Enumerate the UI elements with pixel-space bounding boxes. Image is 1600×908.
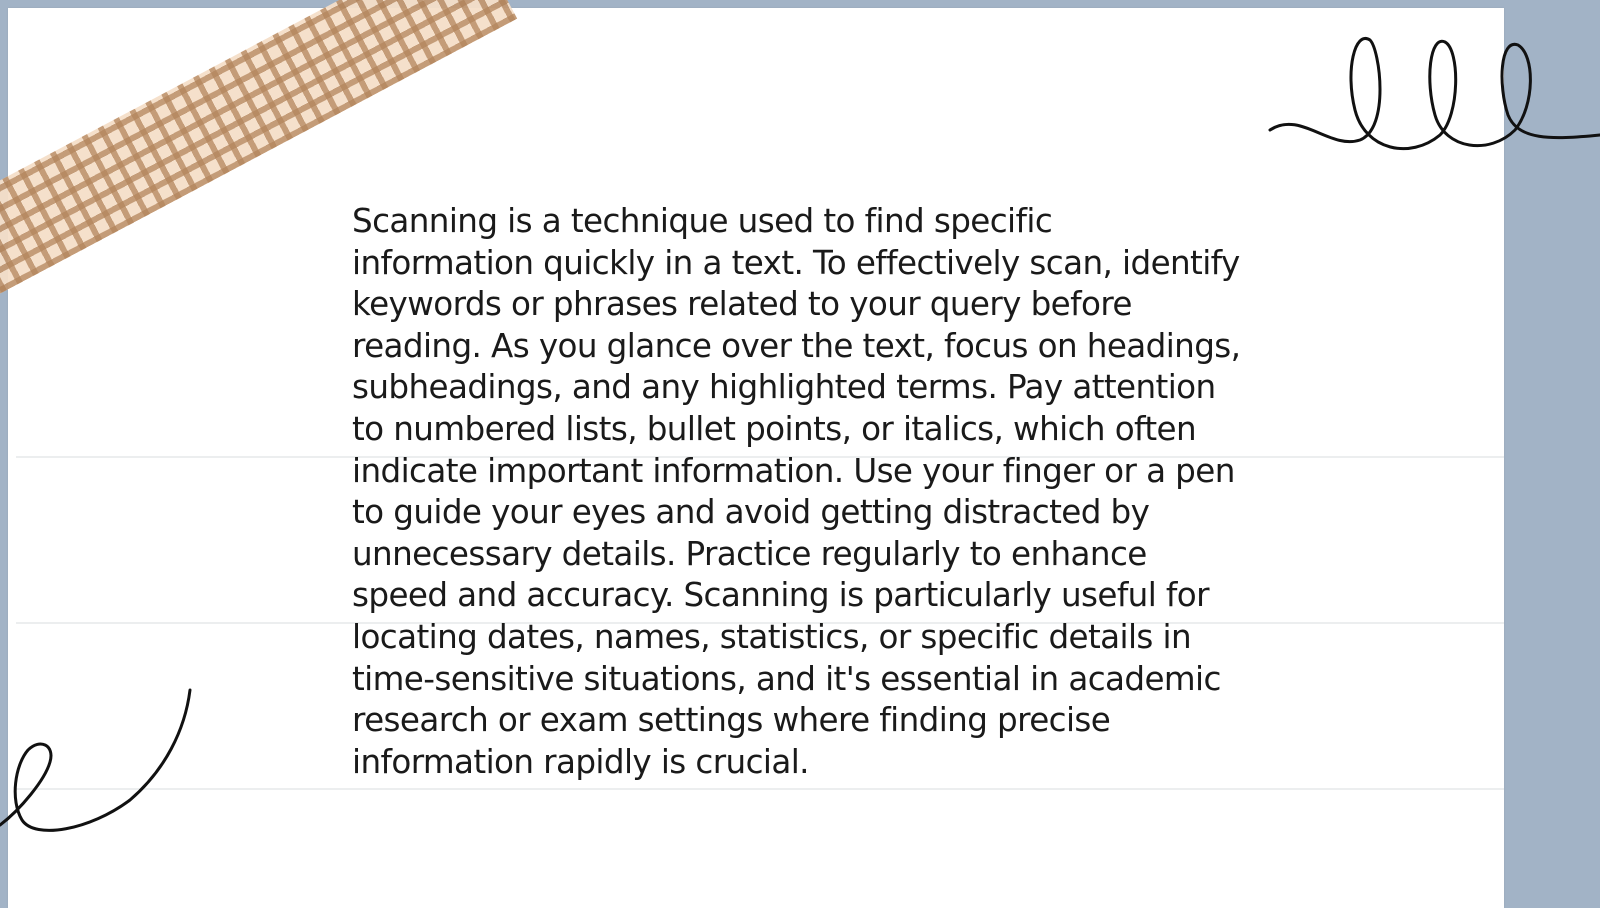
cursive-swoosh-icon: [0, 690, 200, 850]
ruled-line: [16, 788, 1504, 790]
cursive-loops-icon: [1260, 30, 1600, 170]
body-paragraph: Scanning is a technique used to find specific information quickly in a text. To effectively scan, identify keywords or phrases related to your query before reading. As you glance over the text, focus on headings, subheadings, and any highlighted terms. Pay attention to numbered lists, bullet points, or italics, which often indicate important information. Use your finger or a pen to guide your eyes and avoid getting distracted by unnecessary details. Practice regularly to enhance speed and accuracy. Scanning is particularly useful for locating dates, names, statistics, or specific details in time-sensitive situations, and it's essential in academic research or exam settings where finding precise information rapidly is crucial.: [352, 202, 1241, 781]
